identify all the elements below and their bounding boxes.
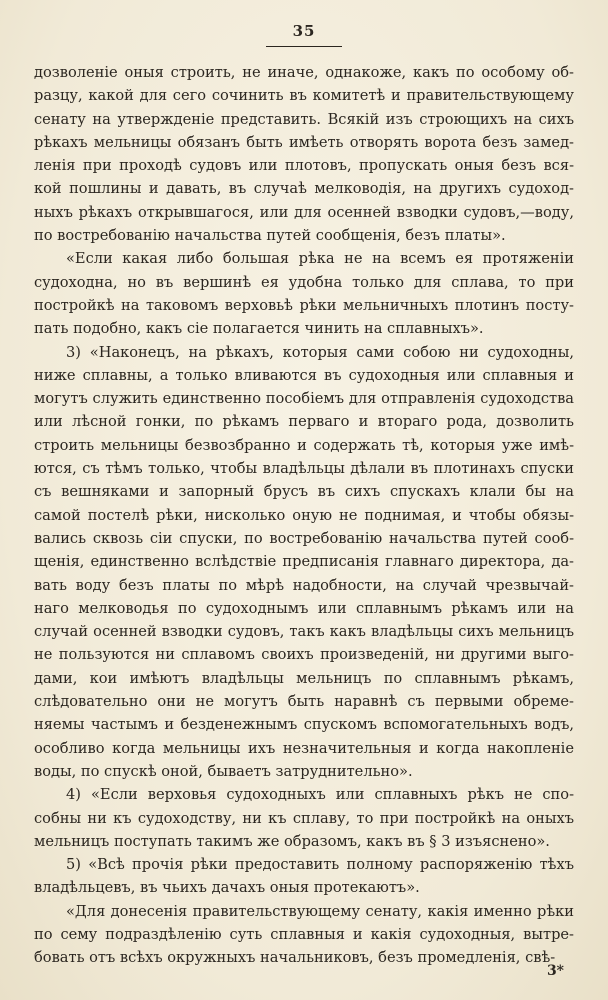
text-line: строить мельницы безвозбранно и содержать тѣ, которыя уже имѣ- [34, 436, 574, 454]
text-line: самой постелѣ рѣки, нисколько оную не поднимая, и чтобы обязы- [34, 506, 574, 524]
text-line: сенату на утвержденіе представить. Всякій изъ строющихъ на сихъ [34, 110, 574, 128]
paragraph [34, 341, 574, 784]
text-line: ленія при проходѣ судовъ или плотовъ, пропускать оныя безъ вся- [34, 157, 574, 175]
text-line: «Если какая либо большая рѣка не на всемъ ея протяженіи [66, 250, 574, 268]
paragraph [34, 853, 574, 900]
text-line: ныхъ рѣкахъ открывшагося, или для осенней взводки судовъ,—воду, [34, 203, 574, 221]
text-line: дами, кои имѣютъ владѣльцы мельницъ по сплавнымъ рѣкамъ, [34, 669, 574, 687]
text-line: особливо когда мельницы ихъ незначительныя и когда накопленіе [34, 739, 574, 757]
text-line: съ вешняками и запорный брусъ въ сихъ спускахъ клали бы на [34, 483, 574, 501]
text-line: рѣкахъ мельницы обязанъ быть имѣеть отворять ворота безъ замед- [34, 133, 574, 151]
text-line: 4) «Если верховья судоходныхъ или сплавныхъ рѣкъ не спо- [66, 786, 574, 804]
page-number: 35 [292, 22, 316, 40]
text-line: постройкѣ на таковомъ верховьѣ рѣки мельничныхъ плотинъ посту- [34, 296, 574, 314]
text-line: няемы частымъ и безденежнымъ спускомъ вспомогательныхъ водъ, [34, 716, 574, 734]
text-line: 5) «Всѣ прочія рѣки предоставить полному распоряженію тѣхъ [66, 856, 574, 874]
text-line: по сему подраздѣленію суть сплавныя и какія судоходныя, вытре- [34, 925, 574, 943]
paragraph [34, 61, 574, 247]
text-line: не пользуются ни сплавомъ своихъ произведеній, ни другими выго- [34, 646, 574, 664]
text-line: ются, съ тѣмъ только, чтобы владѣльцы дѣлали въ плотинахъ спуски [34, 460, 574, 478]
text-line: вать воду безъ платы по мѣрѣ надобности, на случай чрезвычай- [34, 576, 574, 594]
paragraph [34, 783, 574, 853]
text-line: по востребованію начальства путей сообщенія, безъ платы». [34, 227, 506, 245]
text-line: пать подобно, какъ сіе полагается чинить на сплавныхъ». [34, 320, 484, 338]
text-line: бовать отъ всѣхъ окружныхъ начальниковъ, безъ промедленія, свѣ- [34, 949, 556, 967]
text-line: случай осенней взводки судовъ, такъ какъ владѣльцы сихъ мельницъ [34, 623, 574, 641]
text-line: мельницъ поступать такимъ же образомъ, какъ въ § 3 изъяснено». [34, 832, 550, 850]
signature-mark: 3* [546, 963, 564, 979]
text-line: наго мелководья по судоходнымъ или сплавнымъ рѣкамъ или на [34, 599, 574, 617]
text-line: дозволеніе оныя строить, не иначе, однакоже, какъ по особому об- [34, 64, 574, 81]
text-line: воды, по спускѣ оной, бываетъ затруднительно». [34, 762, 413, 780]
text-line: или лѣсной гонки, по рѣкамъ перваго и втораго рода, дозволить [34, 413, 574, 431]
text-line: могутъ служить единственно пособіемъ для отправленія судоходства [34, 390, 574, 408]
text-line: 3) «Наконецъ, на рѣкахъ, которыя сами собою ни судоходны, [66, 343, 574, 361]
header-rule [266, 46, 342, 47]
text-line: судоходна, но въ вершинѣ ея удобна только для сплава, то при [34, 273, 574, 291]
text-line: владѣльцевъ, въ чьихъ дачахъ оныя протекаютъ». [34, 879, 420, 897]
text-line: слѣдовательно они не могутъ быть наравнѣ съ первыми обреме- [34, 693, 574, 711]
text-line: щенія, единственно вслѣдствіе предписанія главнаго директора, да- [34, 553, 574, 571]
text-line: вались сквозь сіи спуски, по востребованію начальства путей сооб- [34, 529, 574, 547]
text-line: ниже сплавны, а только вливаются въ судоходныя или сплавныя и [34, 366, 574, 384]
text-line: разцу, какой для сего сочинить въ комитетѣ и правительствующему [34, 87, 574, 105]
paragraph [34, 900, 574, 970]
body-text [34, 61, 574, 970]
text-line: «Для донесенія правительствующему сенату, какія именно рѣки [66, 902, 574, 920]
text-line: собны ни къ судоходству, ни къ сплаву, то при постройкѣ на оныхъ [34, 809, 574, 827]
text-line: кой пошлины и давать, въ случаѣ мелководія, на другихъ судоход- [34, 180, 574, 198]
paragraph [34, 247, 574, 340]
